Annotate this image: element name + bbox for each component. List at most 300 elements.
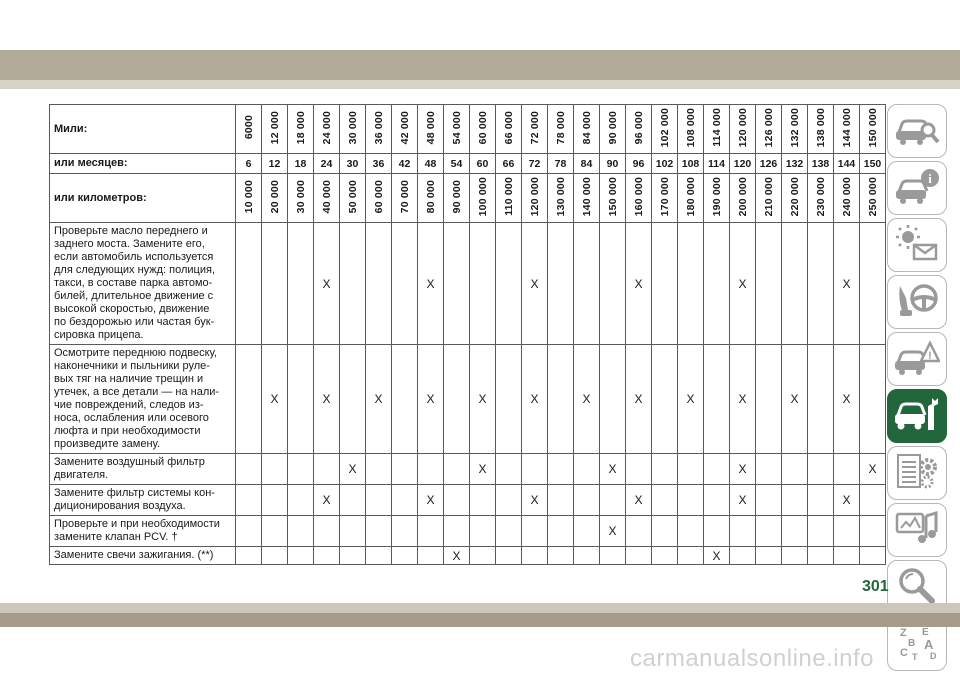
service-description-line: Осмотрите переднюю подвеску, [54, 347, 217, 359]
service-mark [652, 223, 678, 345]
service-mark [782, 547, 808, 565]
service-mark [392, 345, 418, 454]
months-label: или месяцев: [50, 154, 236, 174]
service-mark [626, 547, 652, 565]
chapter-tab-specifications-gear[interactable] [887, 446, 947, 500]
car-warning-triangle-icon [894, 337, 940, 382]
service-mark: X [730, 454, 756, 485]
service-mark [756, 485, 782, 516]
service-mark: X [730, 485, 756, 516]
service-mark: X [574, 345, 600, 454]
service-mark [600, 345, 626, 454]
miles-value-text: 90 000 [606, 110, 619, 145]
service-row [50, 223, 886, 345]
service-mark [366, 223, 392, 345]
service-mark: X [860, 454, 886, 485]
service-mark [756, 516, 782, 547]
service-mark: X [444, 547, 470, 565]
service-mark [860, 223, 886, 345]
service-mark [756, 345, 782, 454]
miles-label: Мили: [50, 105, 236, 154]
service-mark [548, 345, 574, 454]
service-description-line: замените клапан PCV. † [54, 531, 178, 543]
service-mark [418, 547, 444, 565]
miles-value-text: 18 000 [294, 110, 307, 145]
service-mark [340, 516, 366, 547]
service-mark [470, 547, 496, 565]
warning-light-message-icon [894, 223, 940, 268]
service-description-line: двигателя. [54, 469, 109, 481]
chapter-tab-car-search[interactable] [887, 104, 947, 158]
service-mark [574, 547, 600, 565]
miles-value-text: 108 000 [684, 107, 697, 148]
service-mark [626, 516, 652, 547]
service-mark [782, 516, 808, 547]
km-header-row [50, 174, 886, 223]
months-value: 66 [496, 154, 522, 174]
watermark: carmanualsonline.info [630, 645, 874, 672]
miles-value [418, 105, 444, 154]
svg-text:B: B [908, 637, 916, 649]
service-mark: X [834, 345, 860, 454]
km-value-text: 190 000 [710, 176, 723, 217]
miles-value [730, 105, 756, 154]
months-value: 114 [704, 154, 730, 174]
months-value: 12 [262, 154, 288, 174]
km-value [626, 174, 652, 223]
miles-value-text: 12 000 [268, 110, 281, 145]
service-mark [392, 223, 418, 345]
km-value-text: 50 000 [346, 179, 359, 214]
miles-value [366, 105, 392, 154]
service-row [50, 454, 886, 485]
months-value: 144 [834, 154, 860, 174]
service-mark: X [262, 345, 288, 454]
chapter-tab-car-warning-triangle[interactable] [887, 332, 947, 386]
service-mark: X [314, 485, 340, 516]
service-mark [444, 454, 470, 485]
months-value: 36 [366, 154, 392, 174]
service-row [50, 516, 886, 547]
service-mark: X [782, 345, 808, 454]
service-mark [236, 223, 262, 345]
service-mark [314, 547, 340, 565]
service-mark [522, 547, 548, 565]
service-mark [444, 485, 470, 516]
service-description [50, 223, 236, 345]
miles-value [626, 105, 652, 154]
km-value [444, 174, 470, 223]
car-wrench-icon [894, 394, 940, 439]
service-mark: X [366, 345, 392, 454]
service-mark [496, 547, 522, 565]
service-mark [782, 485, 808, 516]
miles-header-row [50, 105, 886, 154]
service-mark [262, 516, 288, 547]
footer-band-light [0, 603, 960, 613]
service-description-line: Замените фильтр системы кон- [54, 487, 215, 499]
miles-value [548, 105, 574, 154]
months-value: 60 [470, 154, 496, 174]
miles-value-text: 78 000 [554, 110, 567, 145]
months-value: 18 [288, 154, 314, 174]
service-mark [548, 485, 574, 516]
service-mark: X [418, 345, 444, 454]
months-value: 54 [444, 154, 470, 174]
service-description-line: чие повреждений, следов из- [54, 399, 204, 411]
service-row [50, 485, 886, 516]
service-description-line: такси, в составе парка автомо- [54, 277, 213, 289]
service-row [50, 345, 886, 454]
service-mark [860, 345, 886, 454]
km-value-text: 20 000 [268, 179, 281, 214]
service-description-line: Замените свечи зажигания. (**) [54, 549, 214, 561]
service-description-line: по бездорожью или частая бук- [54, 316, 215, 328]
service-mark [496, 223, 522, 345]
service-mark [288, 454, 314, 485]
km-value-text: 110 000 [502, 177, 515, 216]
miles-value-text: 54 000 [450, 110, 463, 145]
service-description-line: высокой скоростью, движение [54, 303, 210, 315]
service-mark: X [314, 345, 340, 454]
service-description-line: диционирования воздуха. [54, 500, 186, 512]
service-mark [444, 345, 470, 454]
service-description-line: люфта и при необходимости [54, 425, 201, 437]
service-mark [834, 516, 860, 547]
specifications-gear-icon [894, 451, 940, 496]
km-value [652, 174, 678, 223]
service-mark [782, 454, 808, 485]
km-value [366, 174, 392, 223]
service-description [50, 485, 236, 516]
car-search-icon [894, 109, 940, 154]
miles-value [678, 105, 704, 154]
service-mark [704, 345, 730, 454]
service-mark [782, 223, 808, 345]
header-band [0, 50, 960, 80]
km-value-text: 210 000 [762, 176, 775, 217]
service-mark [288, 345, 314, 454]
chapter-tab-multimedia-music[interactable] [887, 503, 947, 557]
multimedia-music-icon [894, 508, 940, 553]
service-mark [522, 516, 548, 547]
service-mark [418, 516, 444, 547]
service-mark [496, 485, 522, 516]
service-mark: X [600, 516, 626, 547]
service-mark [444, 516, 470, 547]
service-mark [470, 516, 496, 547]
service-mark: X [522, 485, 548, 516]
svg-text:D: D [930, 650, 937, 661]
miles-value [288, 105, 314, 154]
miles-value-text: 84 000 [580, 110, 593, 145]
service-mark [236, 485, 262, 516]
service-mark [652, 485, 678, 516]
service-mark [652, 345, 678, 454]
miles-value-text: 96 000 [632, 110, 645, 145]
service-description-line: заднего моста. Замените его, [54, 238, 205, 250]
service-description-line: Проверьте масло переднего и [54, 225, 208, 237]
miles-value-text: 42 000 [398, 110, 411, 145]
service-mark [756, 454, 782, 485]
service-mark [704, 454, 730, 485]
service-mark [704, 223, 730, 345]
service-mark [808, 345, 834, 454]
months-value: 6 [236, 154, 262, 174]
months-value: 24 [314, 154, 340, 174]
km-value [704, 174, 730, 223]
miles-value-text: 6000 [242, 115, 255, 140]
service-description-line: утечек, а все детали — на нали- [54, 386, 220, 398]
service-mark [314, 454, 340, 485]
service-mark [392, 516, 418, 547]
service-mark [522, 454, 548, 485]
service-description-line: носа, ослабления или осевого [54, 412, 209, 424]
service-description [50, 454, 236, 485]
service-mark [860, 485, 886, 516]
service-mark [574, 485, 600, 516]
service-mark [288, 223, 314, 345]
miles-value-text: 24 000 [320, 110, 333, 145]
miles-value [496, 105, 522, 154]
km-value-text: 160 000 [632, 176, 645, 217]
service-mark [548, 516, 574, 547]
service-mark: X [730, 223, 756, 345]
language-letters-icon [894, 622, 940, 667]
chapter-tab-car-info[interactable] [887, 161, 947, 215]
km-value [496, 174, 522, 223]
service-description [50, 547, 236, 565]
car-info-icon [894, 166, 940, 211]
svg-text:A: A [924, 636, 934, 652]
chapter-tab-warning-light-message[interactable] [887, 218, 947, 272]
miles-value [808, 105, 834, 154]
service-mark [548, 223, 574, 345]
service-description [50, 345, 236, 454]
service-mark [262, 485, 288, 516]
service-description-line: билей, длительное движение с [54, 290, 214, 302]
months-value: 108 [678, 154, 704, 174]
service-mark [366, 454, 392, 485]
miles-value [314, 105, 340, 154]
service-description-line: наконечники и пыльники руле- [54, 360, 210, 372]
km-value [522, 174, 548, 223]
miles-value-text: 138 000 [814, 107, 827, 148]
svg-text:Z: Z [900, 626, 907, 639]
km-value [808, 174, 834, 223]
miles-value [834, 105, 860, 154]
miles-value [470, 105, 496, 154]
service-mark: X [626, 345, 652, 454]
service-mark [340, 547, 366, 565]
months-value: 150 [860, 154, 886, 174]
service-mark [860, 516, 886, 547]
miles-value-text: 150 000 [866, 107, 879, 148]
service-description-line: сировка прицепа. [54, 329, 144, 341]
service-mark: X [834, 485, 860, 516]
miles-value [522, 105, 548, 154]
miles-value [652, 105, 678, 154]
miles-value-text: 36 000 [372, 110, 385, 145]
service-mark: X [418, 223, 444, 345]
service-mark: X [522, 345, 548, 454]
service-mark: X [522, 223, 548, 345]
miles-value [340, 105, 366, 154]
service-mark [808, 485, 834, 516]
service-mark: X [470, 454, 496, 485]
miles-value-text: 66 000 [502, 110, 515, 145]
service-mark [236, 345, 262, 454]
service-mark: X [678, 345, 704, 454]
months-value: 78 [548, 154, 574, 174]
km-value [574, 174, 600, 223]
service-mark [340, 345, 366, 454]
service-mark [444, 223, 470, 345]
service-mark [652, 547, 678, 565]
seat-steering-airbag-icon [894, 280, 940, 325]
miles-value [600, 105, 626, 154]
km-value-text: 120 000 [528, 176, 541, 217]
service-mark [834, 547, 860, 565]
months-row [50, 154, 886, 174]
miles-value-text: 120 000 [736, 107, 749, 148]
km-value [418, 174, 444, 223]
service-mark [548, 547, 574, 565]
service-mark [236, 547, 262, 565]
km-value [288, 174, 314, 223]
page-number: 301 [862, 578, 889, 595]
km-value-text: 150 000 [606, 176, 619, 217]
svg-text:T: T [912, 651, 918, 662]
service-mark: X [314, 223, 340, 345]
miles-value [860, 105, 886, 154]
service-mark: X [626, 223, 652, 345]
miles-value-text: 102 000 [658, 107, 671, 148]
service-mark: X [730, 345, 756, 454]
months-value: 102 [652, 154, 678, 174]
service-mark [496, 516, 522, 547]
km-value [756, 174, 782, 223]
months-value: 30 [340, 154, 366, 174]
km-value-text: 220 000 [788, 176, 801, 217]
miles-value [704, 105, 730, 154]
service-mark [756, 223, 782, 345]
service-mark [236, 516, 262, 547]
months-value: 48 [418, 154, 444, 174]
months-value: 72 [522, 154, 548, 174]
km-value-text: 230 000 [814, 176, 827, 217]
service-description-line: Замените воздушный фильтр [54, 456, 205, 468]
service-mark [262, 547, 288, 565]
service-mark [392, 454, 418, 485]
service-mark [340, 485, 366, 516]
km-label: или километров: [50, 174, 236, 223]
km-value [860, 174, 886, 223]
service-mark [262, 223, 288, 345]
km-value-text: 250 000 [866, 176, 879, 217]
service-mark [834, 454, 860, 485]
months-value: 126 [756, 154, 782, 174]
service-description-line: вых тяг на наличие трещин и [54, 373, 204, 385]
service-mark [704, 516, 730, 547]
service-mark [600, 485, 626, 516]
km-value-text: 60 000 [372, 179, 385, 214]
service-mark [340, 223, 366, 345]
service-mark [288, 485, 314, 516]
km-value-text: 80 000 [424, 179, 437, 214]
km-value-text: 200 000 [736, 176, 749, 217]
km-value-text: 170 000 [658, 176, 671, 217]
service-mark: X [418, 485, 444, 516]
service-mark [704, 485, 730, 516]
km-value-text: 90 000 [450, 179, 463, 214]
km-value [340, 174, 366, 223]
km-value [548, 174, 574, 223]
miles-value-text: 126 000 [762, 107, 775, 148]
service-mark [860, 547, 886, 565]
km-value-text: 40 000 [320, 179, 333, 214]
svg-text:!: ! [928, 349, 932, 362]
months-value: 96 [626, 154, 652, 174]
svg-text:i: i [928, 170, 932, 186]
service-mark [808, 223, 834, 345]
km-value-text: 10 000 [242, 179, 255, 214]
service-mark [626, 454, 652, 485]
miles-value [782, 105, 808, 154]
km-value-text: 100 000 [476, 176, 489, 217]
service-mark [418, 454, 444, 485]
miles-value [262, 105, 288, 154]
service-mark [262, 454, 288, 485]
chapter-tab-car-wrench[interactable] [887, 389, 947, 443]
km-value [392, 174, 418, 223]
service-mark: X [704, 547, 730, 565]
km-value [834, 174, 860, 223]
km-value-text: 30 000 [294, 179, 307, 214]
miles-value [392, 105, 418, 154]
service-row [50, 547, 886, 565]
km-value-text: 70 000 [398, 179, 411, 214]
miles-value-text: 114 000 [710, 108, 723, 147]
service-mark [574, 516, 600, 547]
service-mark [366, 516, 392, 547]
months-value: 120 [730, 154, 756, 174]
service-mark [808, 547, 834, 565]
miles-value [574, 105, 600, 154]
service-mark [496, 454, 522, 485]
service-mark [678, 516, 704, 547]
km-value-text: 180 000 [684, 176, 697, 217]
km-value [782, 174, 808, 223]
service-mark [392, 547, 418, 565]
service-mark [652, 454, 678, 485]
months-value: 132 [782, 154, 808, 174]
header-band-light [0, 80, 960, 89]
chapter-tab-seat-steering-airbag[interactable] [887, 275, 947, 329]
miles-value-text: 48 000 [424, 110, 437, 145]
service-mark [288, 516, 314, 547]
service-mark [730, 516, 756, 547]
km-value-text: 130 000 [554, 176, 567, 217]
service-description [50, 516, 236, 547]
miles-value [444, 105, 470, 154]
km-value [314, 174, 340, 223]
km-value [678, 174, 704, 223]
service-mark [756, 547, 782, 565]
maintenance-schedule-table [49, 104, 886, 565]
miles-value-text: 60 000 [476, 110, 489, 145]
km-value [600, 174, 626, 223]
